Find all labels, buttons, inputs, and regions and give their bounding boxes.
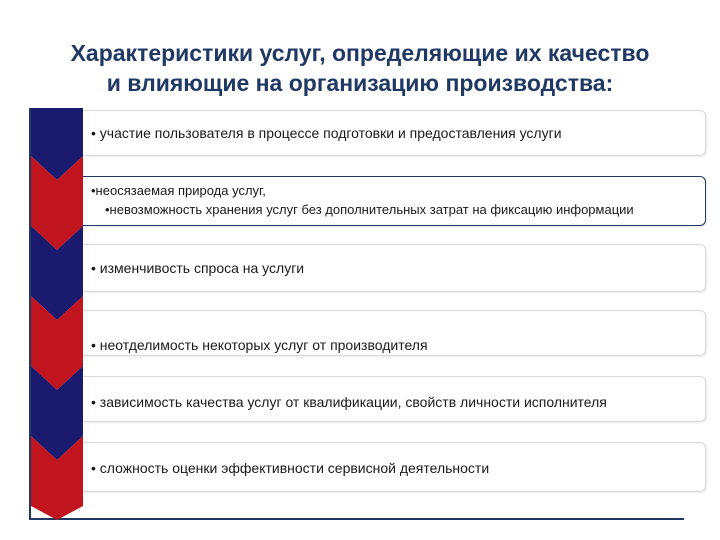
list-item-4 <box>83 310 706 356</box>
item-1-text: • участие пользователя в процессе подготовки и предоставления услуги <box>91 125 562 141</box>
title-line-1: Характеристики услуг, определяющие их качество <box>70 40 650 66</box>
item-2-text: •неосязаемая природа услуг, <box>91 183 266 198</box>
frame-bottom-border <box>29 518 684 520</box>
list-item-5 <box>83 376 706 422</box>
list-item-2 <box>83 176 706 226</box>
list-item-6 <box>83 442 706 492</box>
item-5-text: • зависимость качества услуг от квалификации, свойств личности исполнителя <box>91 394 607 410</box>
chevron-column <box>29 108 85 520</box>
item-6-text: • сложность оценки эффективности сервисной деятельности <box>91 460 490 476</box>
item-4-text: • неотделимость некоторых услуг от производителя <box>91 337 428 353</box>
item-3-text: • изменчивость спроса на услуги <box>91 260 305 276</box>
list-item-1 <box>83 110 706 156</box>
slide-title <box>0 38 720 98</box>
list-item-3 <box>83 244 706 292</box>
title-line-2: и влияющие на организацию производства: <box>106 70 614 96</box>
item-2-text-2: •невозможность хранения услуг без дополнительных затрат на фиксацию информации <box>105 202 634 217</box>
